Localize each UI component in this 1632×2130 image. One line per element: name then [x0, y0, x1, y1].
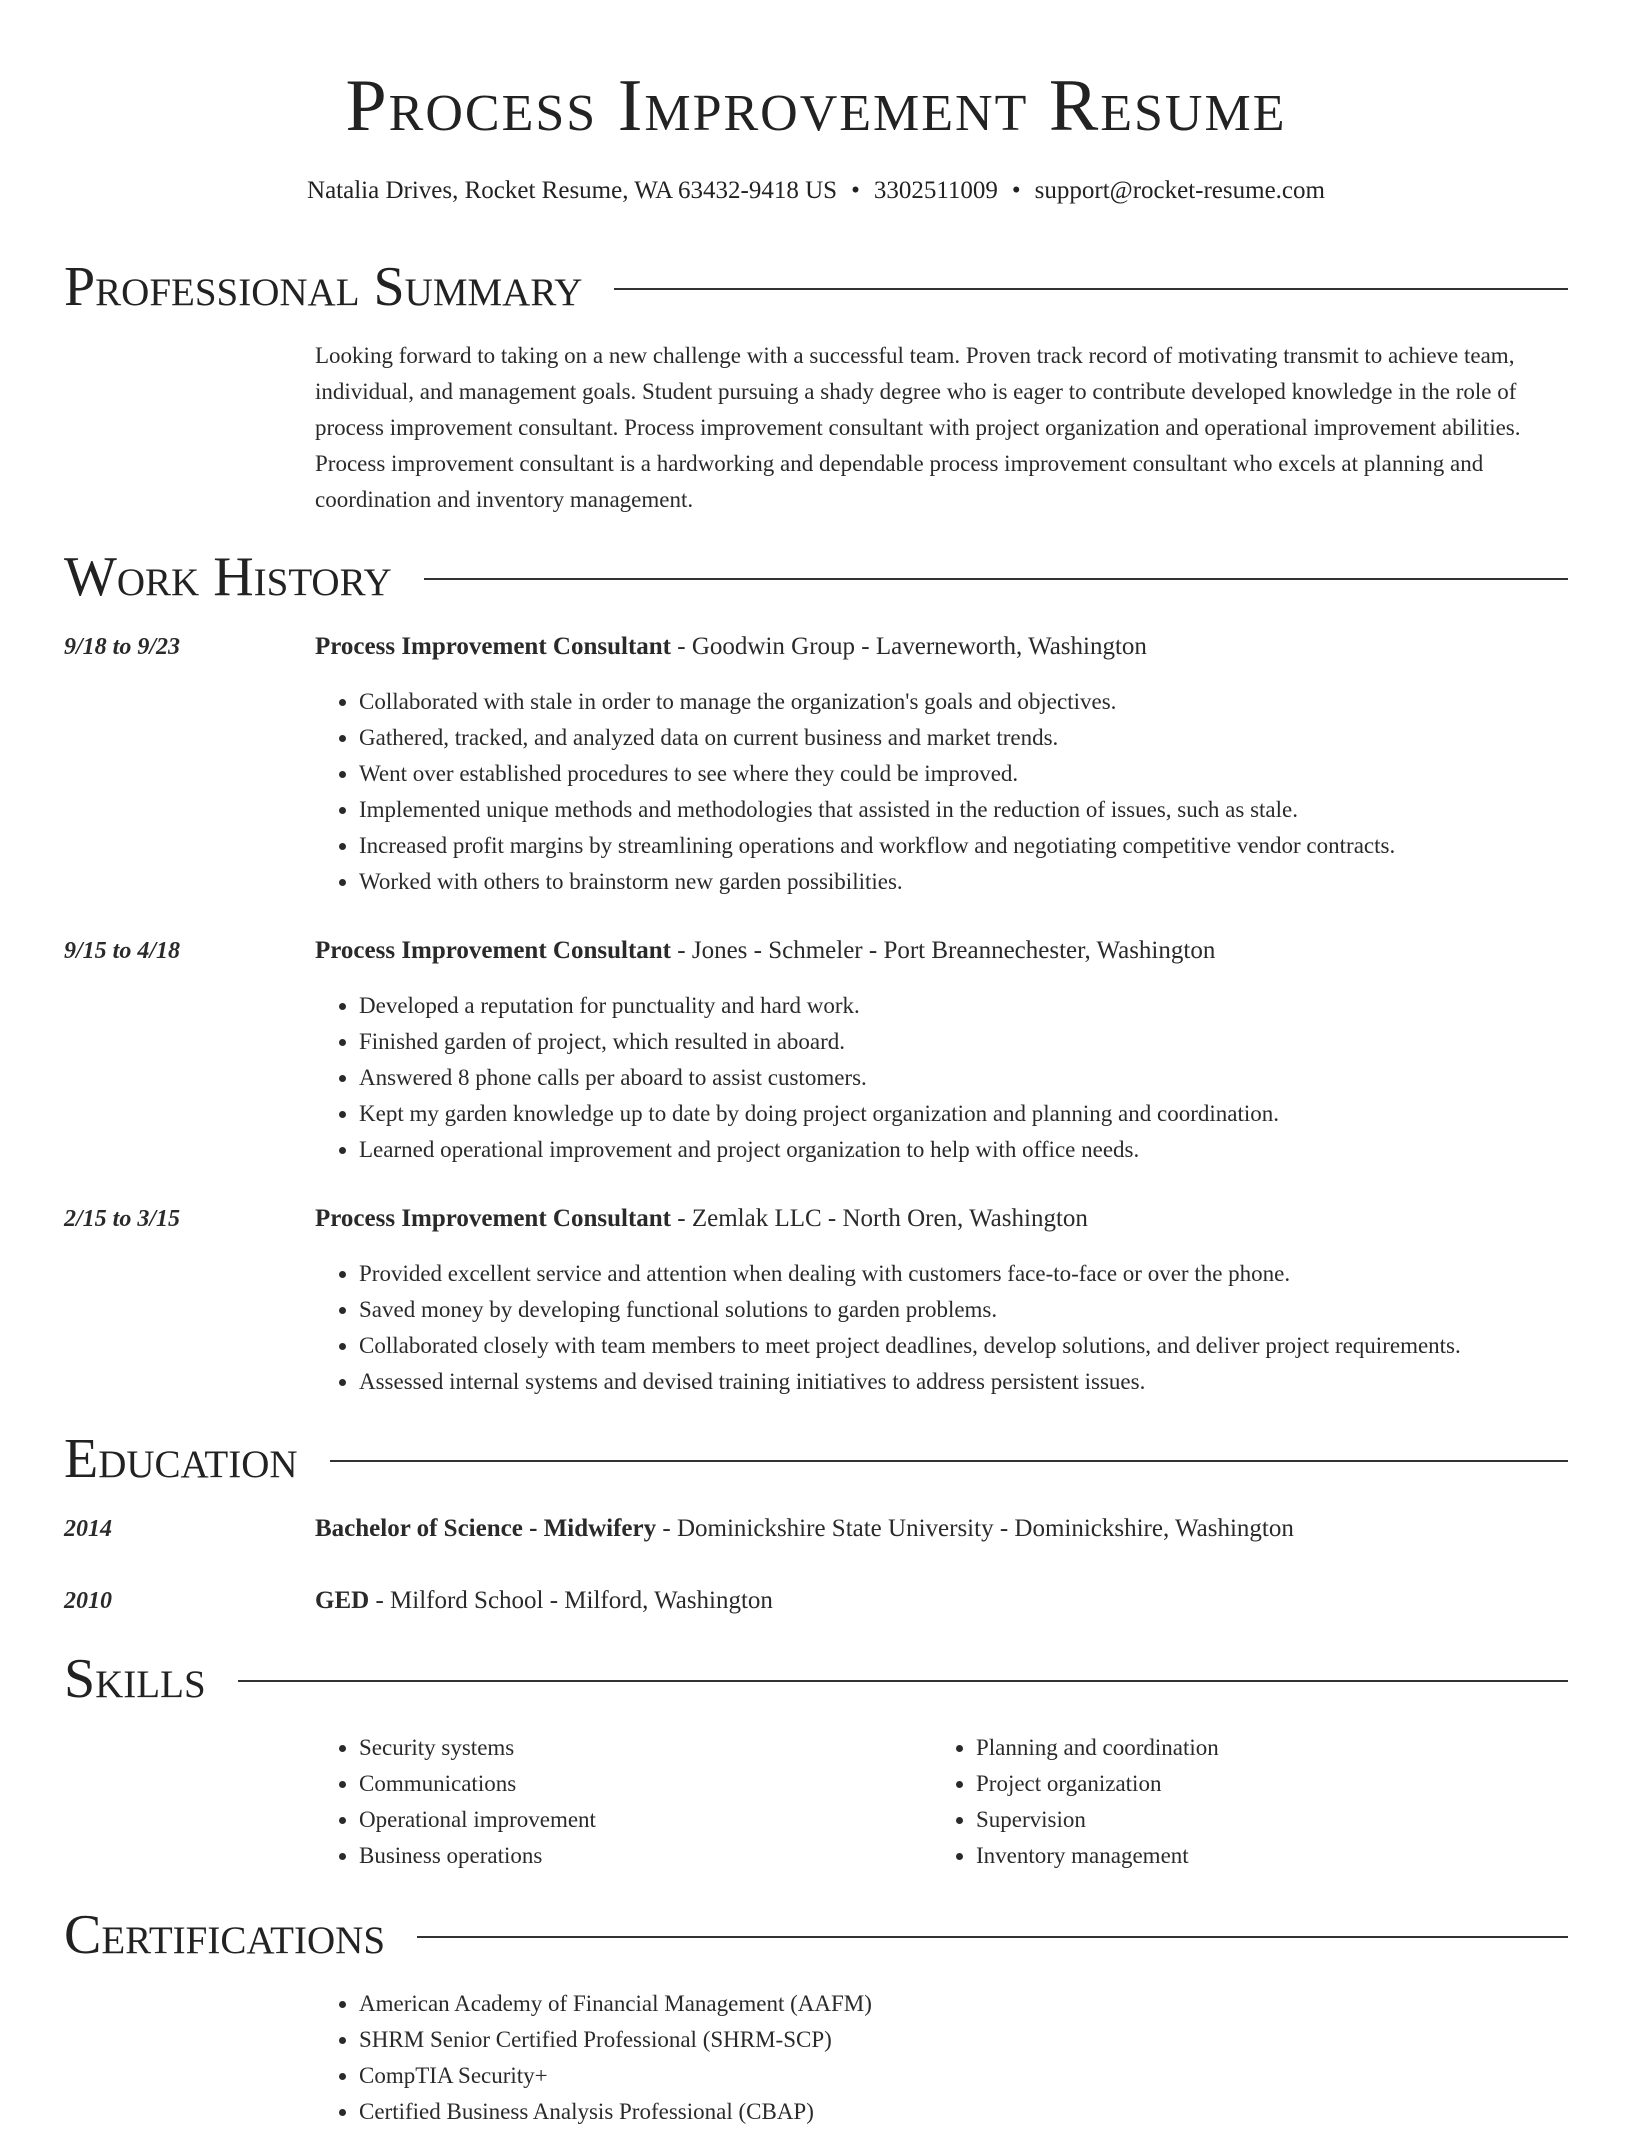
section-heading-text: Professional Summary	[64, 256, 583, 318]
section-heading-skills	[64, 1644, 1568, 1714]
list-item: • Went over established procedures to see where they could be improved.	[359, 756, 1619, 792]
contact-address: Natalia Drives, Rocket Resume, WA 63432-9418 US	[307, 177, 838, 204]
skills-list-left	[315, 1730, 959, 1874]
education-year: 2010	[64, 1588, 112, 1614]
job-dates: 2/15 to 3/15	[64, 1206, 181, 1232]
section-divider	[330, 1460, 1568, 1462]
section-divider	[424, 578, 1568, 580]
job-role: Process Improvement Consultant	[315, 633, 672, 660]
education-school: - Milford School - Milford, Washington	[369, 1587, 773, 1614]
job-company: - Zemlak LLC - North Oren, Washington	[671, 1205, 1088, 1232]
contact-line	[0, 174, 1632, 208]
certification-item: • Certified Business Analysis Professional (CBAP)	[359, 2094, 1619, 2130]
section-divider	[614, 288, 1568, 290]
section-heading-text: Work History	[64, 546, 392, 608]
section-heading-certifications	[64, 1900, 1568, 1970]
education-school: - Dominickshire State University - Dominickshire, Washington	[656, 1515, 1294, 1542]
skill-item: • Business operations	[359, 1838, 959, 1874]
list-item: • Saved money by developing functional solutions to garden problems.	[359, 1292, 1619, 1328]
job-title-line	[315, 934, 1565, 968]
section-heading-summary	[64, 252, 1568, 322]
section-heading-education	[64, 1424, 1568, 1494]
job-title-line	[315, 630, 1565, 664]
list-item: • Gathered, tracked, and analyzed data on current business and market trends.	[359, 720, 1619, 756]
job-role: Process Improvement Consultant	[315, 1205, 672, 1232]
list-item: • Provided excellent service and attention when dealing with customers face-to-face or over the phone.	[359, 1256, 1619, 1292]
job-bullets	[315, 684, 1619, 900]
skill-item: • Planning and coordination	[976, 1730, 1576, 1766]
list-item: • Answered 8 phone calls per aboard to assist customers.	[359, 1060, 1619, 1096]
list-item: • Implemented unique methods and methodologies that assisted in the reduction of issues, such as stale.	[359, 792, 1619, 828]
skill-item: • Project organization	[976, 1766, 1576, 1802]
certification-item: • SHRM Senior Certified Professional (SHRM-SCP)	[359, 2022, 1619, 2058]
list-item: • Worked with others to brainstorm new garden possibilities.	[359, 864, 1619, 900]
education-year: 2014	[64, 1516, 112, 1542]
job-role: Process Improvement Consultant	[315, 937, 672, 964]
education-line	[315, 1584, 1565, 1618]
certification-item: • American Academy of Financial Management (AAFM)	[359, 1986, 1619, 2022]
contact-separator: •	[1011, 177, 1021, 204]
education-degree: Bachelor of Science - Midwifery	[315, 1515, 657, 1542]
job-company: - Goodwin Group - Laverneworth, Washington	[671, 633, 1147, 660]
job-dates: 9/18 to 9/23	[64, 634, 181, 660]
resume-title: Process Improvement Resume	[345, 65, 1287, 147]
job-dates: 9/15 to 4/18	[64, 938, 181, 964]
education-line	[315, 1512, 1565, 1546]
list-item: • Learned operational improvement and project organization to help with office needs.	[359, 1132, 1619, 1168]
list-item: • Developed a reputation for punctuality and hard work.	[359, 988, 1619, 1024]
skill-item: • Communications	[359, 1766, 959, 1802]
list-item: • Assessed internal systems and devised training initiatives to address persistent issues.	[359, 1364, 1619, 1400]
skill-item: • Operational improvement	[359, 1802, 959, 1838]
list-item: • Kept my garden knowledge up to date by doing project organization and planning and coordination.	[359, 1096, 1619, 1132]
list-item: • Collaborated with stale in order to manage the organization's goals and objectives.	[359, 684, 1619, 720]
contact-phone: 3302511009	[873, 177, 998, 204]
skill-item: • Security systems	[359, 1730, 959, 1766]
list-item: • Finished garden of project, which resulted in aboard.	[359, 1024, 1619, 1060]
certifications-list	[315, 1986, 1619, 2130]
certification-item: • CompTIA Security+	[359, 2058, 1619, 2094]
section-heading-text: Certifications	[64, 1904, 386, 1966]
summary-paragraph: Looking forward to taking on a new challenge with a successful team. Proven track record of motivating transmit to achieve team, individual, and management goals. Student pursuing a shady degree who is eager to contribute developed knowledge in the role of process improvement consultant. Process improvement consultant with project organization and operational improvement abilities. Process improvement consultant is a hardworking and dependable process improvement consultant who excels at planning and coordination and inventory management.	[315, 343, 1521, 512]
skill-item: • Supervision	[976, 1802, 1576, 1838]
section-heading-text: Education	[64, 1428, 298, 1490]
contact-email: support@rocket-resume.com	[1034, 177, 1325, 204]
job-bullets	[315, 1256, 1619, 1400]
section-heading-work	[64, 542, 1568, 612]
skill-item: • Inventory management	[976, 1838, 1576, 1874]
section-divider	[417, 1936, 1568, 1938]
skills-list-right	[932, 1730, 1576, 1874]
job-bullets	[315, 988, 1619, 1168]
job-company: - Jones - Schmeler - Port Breannechester, Washington	[671, 937, 1216, 964]
education-degree: GED	[315, 1587, 370, 1614]
contact-separator: •	[851, 177, 860, 204]
section-divider	[238, 1680, 1568, 1682]
section-heading-text: Skills	[64, 1648, 206, 1710]
list-item: • Increased profit margins by streamlining operations and workflow and negotiating competitive vendor contracts.	[359, 828, 1619, 864]
job-title-line	[315, 1202, 1565, 1236]
list-item: • Collaborated closely with team members to meet project deadlines, develop solutions, and deliver project requirements.	[359, 1328, 1619, 1364]
